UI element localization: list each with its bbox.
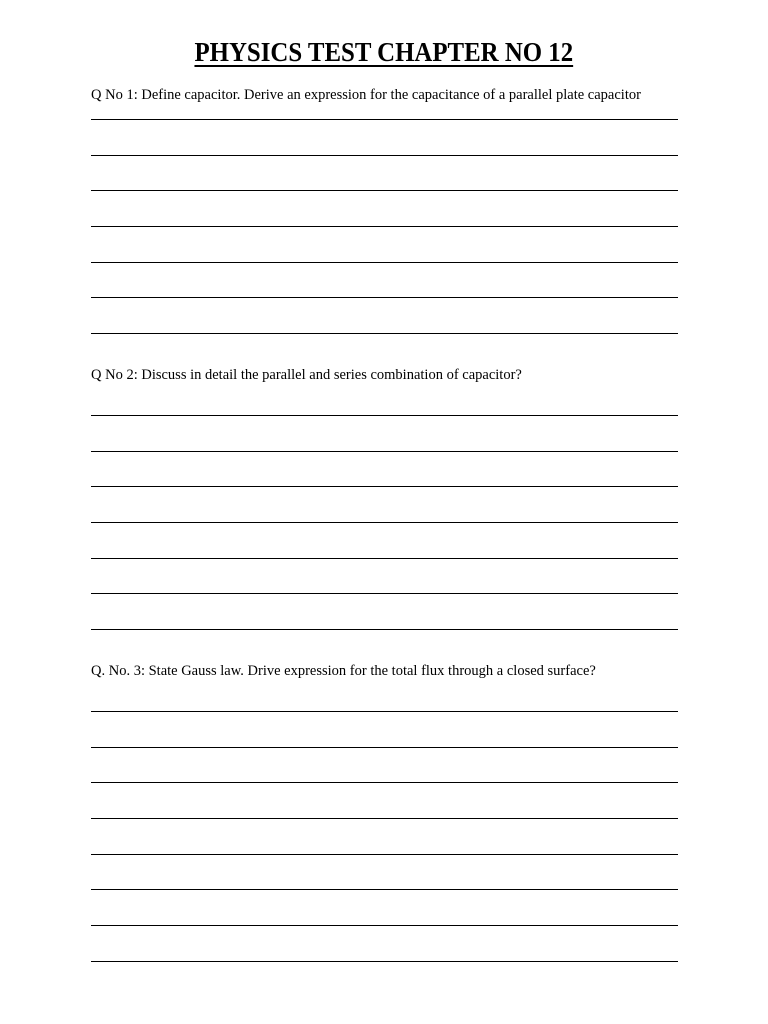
answer-line[interactable]	[91, 711, 678, 712]
test-title-text: PHYSICS TEST CHAPTER NO 12	[194, 37, 574, 67]
test-title	[0, 34, 768, 70]
answer-line[interactable]	[91, 522, 678, 523]
answer-line[interactable]	[91, 119, 678, 120]
answer-line[interactable]	[91, 262, 678, 263]
answer-line[interactable]	[91, 486, 678, 487]
answer-line[interactable]	[91, 297, 678, 298]
answer-line[interactable]	[91, 961, 678, 962]
answer-line[interactable]	[91, 593, 678, 594]
answer-line[interactable]	[91, 629, 678, 630]
answer-line[interactable]	[91, 747, 678, 748]
answer-line[interactable]	[91, 415, 678, 416]
answer-line[interactable]	[91, 333, 678, 334]
question-2: Q No 2: Discuss in detail the parallel and series combination of capacitor?	[91, 367, 522, 383]
question-3: Q. No. 3: State Gauss law. Drive expression for the total flux through a closed surface?	[91, 663, 596, 679]
answer-line[interactable]	[91, 558, 678, 559]
answer-line[interactable]	[91, 925, 678, 926]
answer-line[interactable]	[91, 190, 678, 191]
answer-line[interactable]	[91, 451, 678, 452]
answer-line[interactable]	[91, 226, 678, 227]
answer-line[interactable]	[91, 854, 678, 855]
answer-line[interactable]	[91, 155, 678, 156]
answer-line[interactable]	[91, 818, 678, 819]
answer-line[interactable]	[91, 889, 678, 890]
question-1: Q No 1: Define capacitor. Derive an expression for the capacitance of a parallel plate capacitor	[91, 87, 641, 103]
answer-line[interactable]	[91, 782, 678, 783]
